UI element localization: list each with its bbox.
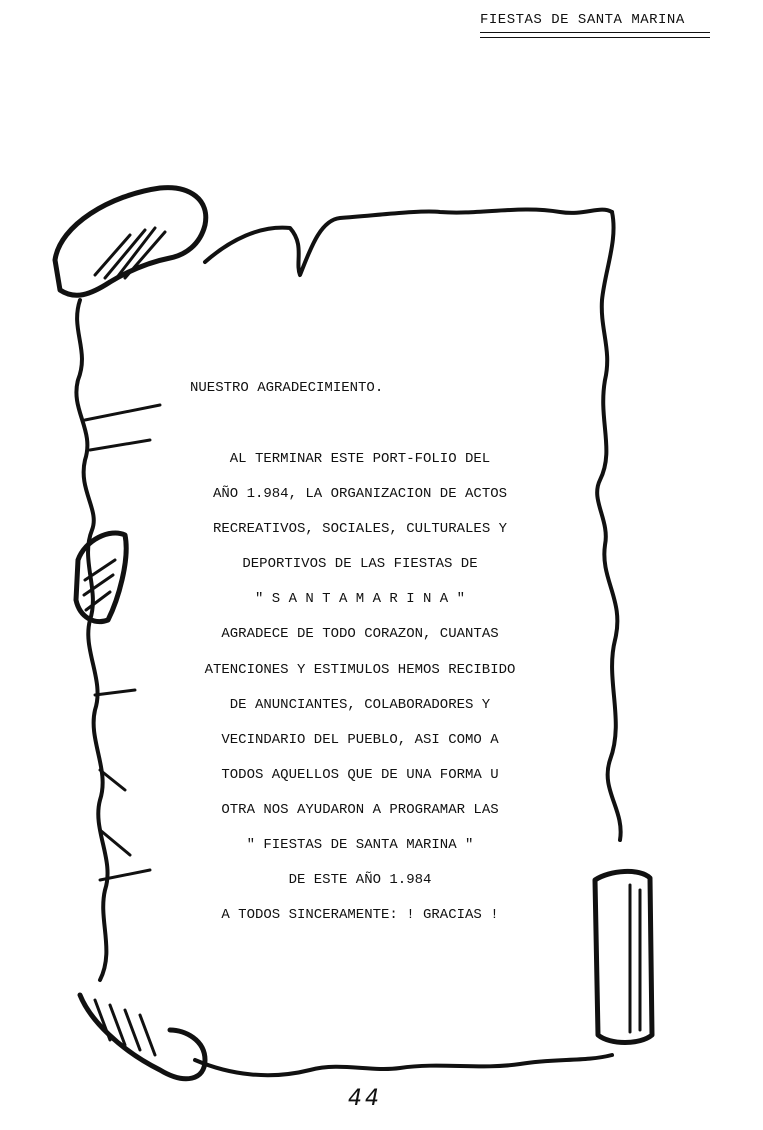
scroll-right-edge	[597, 212, 621, 840]
letter-line: DEPORTIVOS DE LAS FIESTAS DE	[242, 556, 478, 573]
scroll-top-left-curl	[55, 188, 206, 296]
letter-line: RECREATIVOS, SOCIALES, CULTURALES Y	[212, 521, 508, 538]
letter-line: DE ESTE AÑO 1.984	[288, 872, 432, 889]
letter-line: AÑO 1.984, LA ORGANIZACION DE ACTOS	[212, 486, 508, 503]
scroll-left-roll	[76, 533, 126, 622]
letter-title: NUESTRO AGRADECIMIENTO.	[190, 380, 384, 396]
letter-line: TODOS AQUELLOS QUE DE UNA FORMA U	[221, 766, 499, 783]
running-header: FIESTAS DE SANTA MARINA	[480, 12, 685, 28]
letter-line: A TODOS SINCERAMENTE: ! GRACIAS !	[221, 907, 499, 924]
letter-line: DE ANUNCIANTES, COLABORADORES Y	[229, 696, 491, 713]
letter-line: OTRA NOS AYUDARON A PROGRAMAR LAS	[221, 801, 499, 818]
letter-line: AL TERMINAR ESTE PORT-FOLIO DEL	[229, 451, 491, 467]
scroll-bottom-edge	[195, 1055, 612, 1075]
scroll-bottom-right-roll	[595, 871, 652, 1042]
scroll-top-edge	[205, 209, 612, 275]
page-number: 44	[348, 1086, 382, 1111]
letter-line: ATENCIONES Y ESTIMULOS HEMOS RECIBIDO	[204, 661, 516, 678]
letter-line: AGRADECE DE TODO CORAZON, CUANTAS	[221, 626, 499, 643]
letter-body	[150, 448, 570, 939]
letter-line: " FIESTAS DE SANTA MARINA "	[246, 837, 474, 854]
letter-line: VECINDARIO DEL PUEBLO, ASI COMO A	[221, 731, 499, 748]
letter-line: " S A N T A M A R I N A "	[254, 591, 466, 608]
